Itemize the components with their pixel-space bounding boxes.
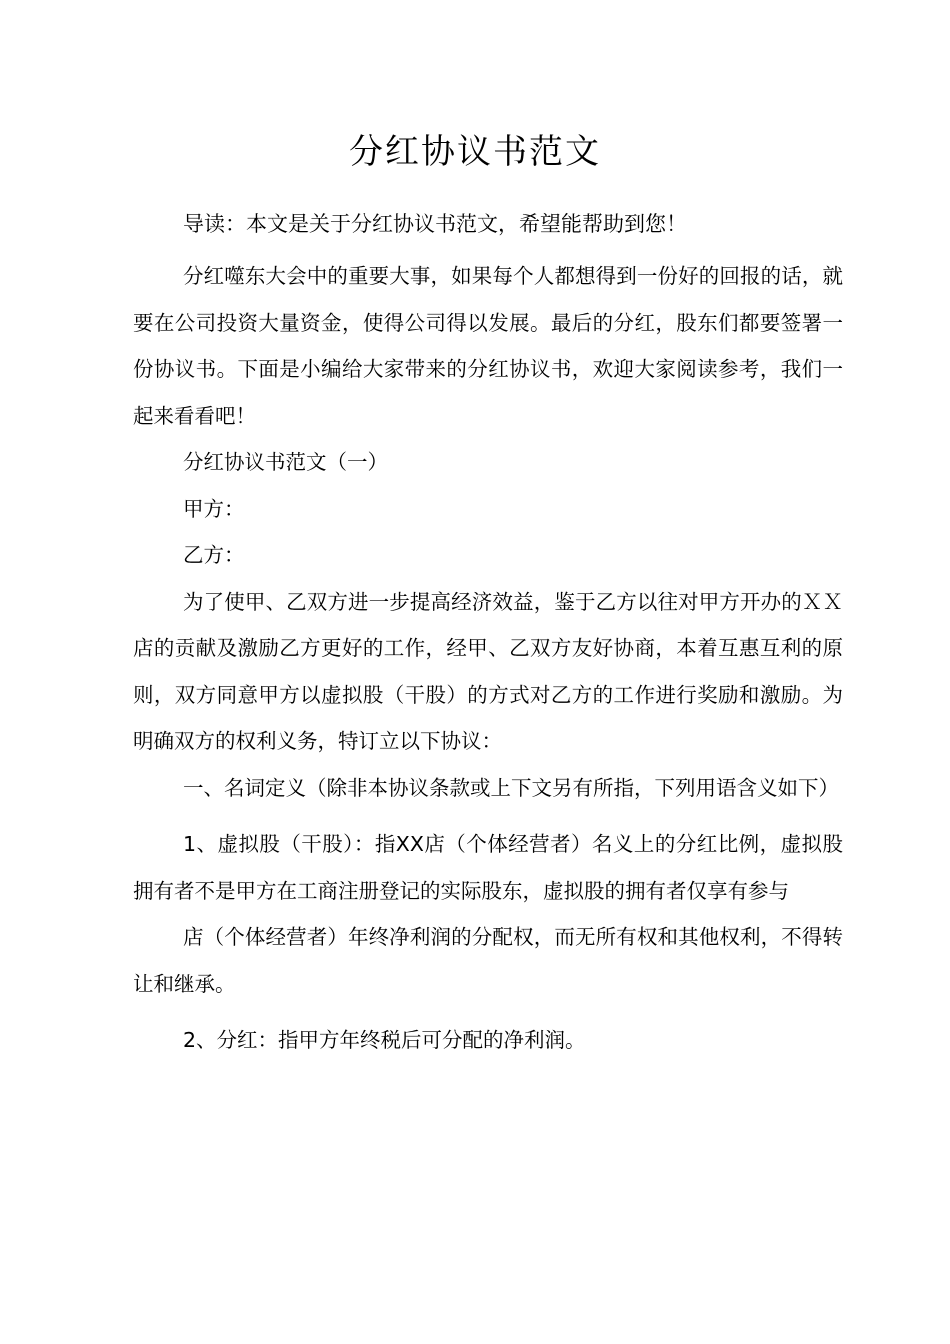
paragraph-purpose: 为了使甲、乙双方进一步提高经济效益，鉴于乙方以往对甲方开办的ＸＸ店的贡献及激励乙方更好的工作，经甲、乙双方友好协商，本着互惠互利的原则，双方同意甲方以虚拟股（干股）的方式对乙方的工作进行奖励和激励。为明确双方的权利义务，特订立以下协议： [133, 589, 843, 753]
clause-definitions: 一、名词定义（除非本协议条款或上下文另有所指，下列用语含义如下） [183, 775, 839, 800]
document-title: 分红协议书范文 [349, 132, 601, 172]
document-body [133, 253, 843, 1064]
clause-virtual-shares: 1、虚拟股（干股）：指XX店（个体经营者）名义上的分红比例，虚拟股拥有者不是甲方在工商注册登记的实际股东，虚拟股的拥有者仅享有参与 [133, 832, 843, 903]
party-a-label: 甲方： [183, 496, 245, 521]
clause-virtual-shares-continued: 店（个体经营者）年终净利润的分配权，而无所有权和其他权利，不得转让和继承。 [133, 925, 843, 996]
paragraph-preface: 分红噬东大会中的重要大事，如果每个人都想得到一份好的回报的话，就要在公司投资大量资金，使得公司得以发展。最后的分红，股东们都要签署一份协议书。下面是小编给大家带来的分红协议书，欢迎大家阅读参考，我们一起来看看吧！ [133, 264, 843, 428]
party-b-label: 乙方： [183, 543, 245, 567]
section-heading: 分红协议书范文（一） [183, 450, 388, 474]
clause-dividend: 2、分红：指甲方年终税后可分配的净利润。 [183, 1028, 586, 1052]
intro-text: 导读：本文是关于分红协议书范文，希望能帮助到您！ [183, 212, 687, 236]
